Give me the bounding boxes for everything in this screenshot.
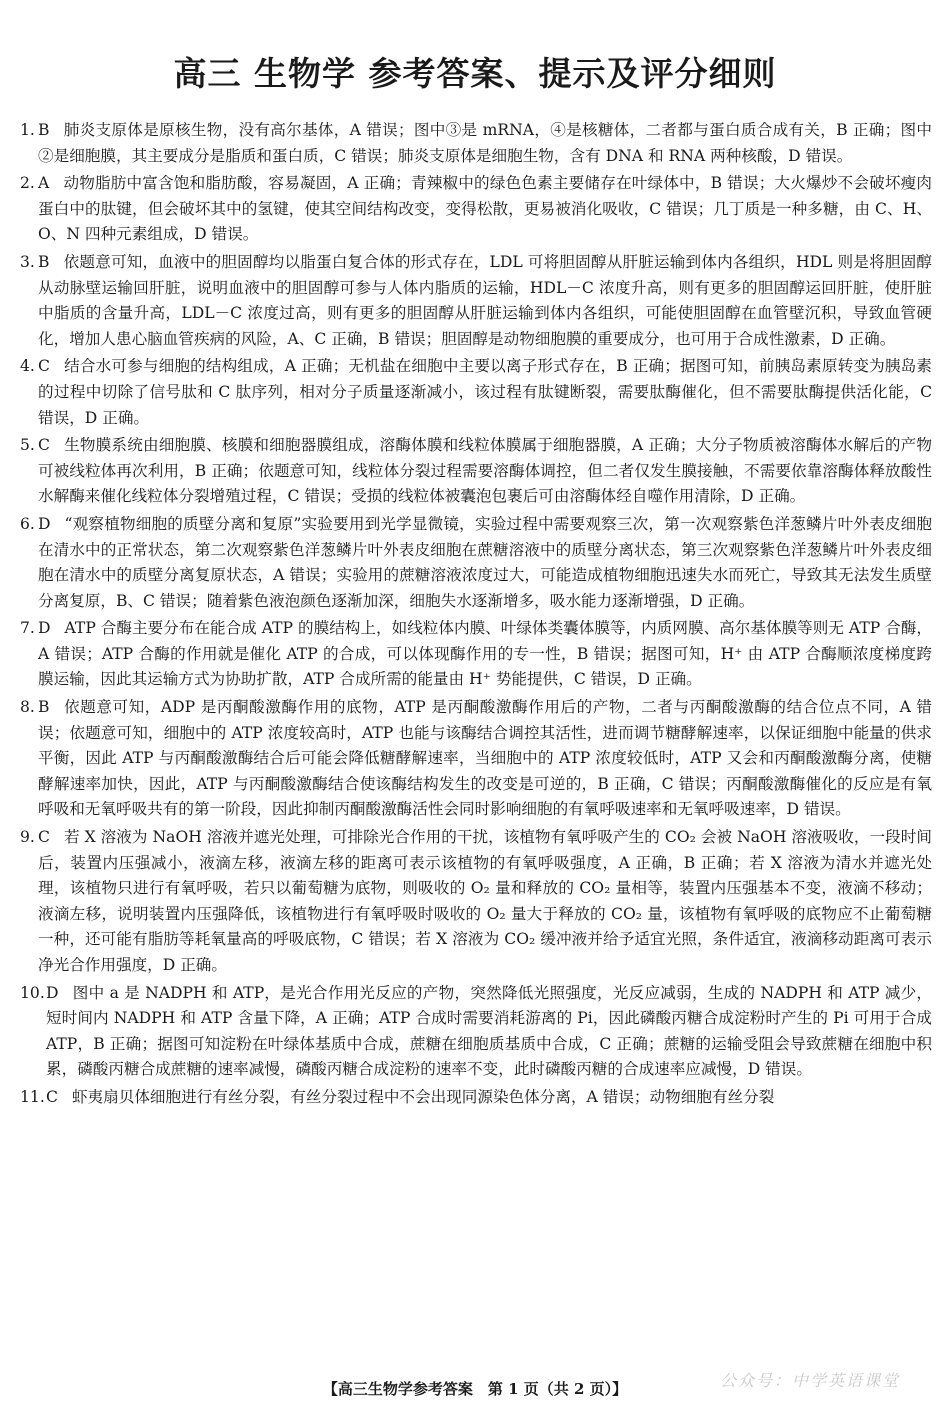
question-item xyxy=(20,695,932,823)
question-number: 6. xyxy=(20,514,35,533)
answer-list xyxy=(20,118,932,1113)
explanation-text: ATP 合酶主要分布在能合成 ATP 的膜结构上，如线粒体内膜、叶绿体类囊体膜等，内质网膜、高尔基体膜等则无 ATP 合酶，A 错误；ATP 合酶的作用就是催化 ATP 的合成，可以体现酶作用的专一性，B 错误；据图可知，H⁺ 由 ATP 合酶顺浓度梯度跨膜运输，因此其运输方式为协助扩散，ATP 合成所需的能量由 H⁺ 势能提供，C 错误，D 正确。 xyxy=(38,619,932,689)
answer-letter: D xyxy=(46,983,59,1002)
question-item xyxy=(20,433,932,510)
question-number: 2. xyxy=(20,174,35,193)
answer-letter: C xyxy=(38,828,50,847)
explanation-text: 依题意可知，血液中的胆固醇均以脂蛋白复合体的形式存在，LDL 可将胆固醇从肝脏运输到体内各组织，HDL 则是将胆固醇从动脉壁运输回肝脏，说明血液中的胆固醇可参与人体内脂质的运输，HDL－C 浓度升高，则有更多的胆固醇运回肝脏，使肝脏中脂质的含量升高，LDL－C 浓度过高，则有更多的胆固醇从肝脏运输到体内各组织，可能使胆固醇在血管壁沉积，导致血管硬化，增加人患心脑血管疾病的风险，A、C 正确，B 错误；胆固醇是动物细胞膜的重要成分，也可用于合成性激素，D 正确。 xyxy=(38,252,932,348)
explanation-text: 生物膜系统由细胞膜、核膜和细胞器膜组成，溶酶体膜和线粒体膜属于细胞器膜，A 正确；大分子物质被溶酶体水解后的产物可被线粒体再次利用，B 正确；依题意可知，线粒体分裂过程需要溶酶体调控，但二者仅发生膜接触，不需要依靠溶酶体释放酸性水解酶来催化线粒体分裂增殖过程，C 错误；受损的线粒体被囊泡包裹后可由溶酶体经自噬作用清除，D 正确。 xyxy=(38,436,932,506)
explanation-text: 肺炎支原体是原核生物，没有高尔基体，A 错误；图中③是 mRNA，④是核糖体，二者都与蛋白质合成有关，B 正确；图中②是细胞膜，其主要成分是脂质和蛋白质，C 错误；肺炎支原体是细胞生物，含有 DNA 和 RNA 两种核酸，D 错误。 xyxy=(38,121,932,165)
explanation-text: 依题意可知，ADP 是丙酮酸激酶作用的底物，ATP 是丙酮酸激酶作用后的产物，二者与丙酮酸激酶的结合位点不同，A 错误；依题意可知，细胞中的 ATP 浓度较高时，ATP 也能与该酶结合调控其活性，进而调节糖酵解速率，以保证细胞中能量的供求平衡，因此 ATP 与丙酮酸激酶结合后可能会降低糖酵解速率，当细胞中的 ATP 浓度较低时，ATP 又会和丙酮酸激酶分离，使糖酵解速率加快，因此，ATP 与丙酮酸激酶结合使该酶结构发生的改变是可逆的，B 正确，C 错误；丙酮酸激酶催化的反应是有氧呼吸和无氧呼吸共有的第一阶段，因此抑制丙酮酸激酶活性会同时影响细胞的有氧呼吸速率和无氧呼吸速率，D 错误。 xyxy=(38,698,932,819)
question-number: 5. xyxy=(20,436,35,455)
answer-letter: D xyxy=(38,514,51,533)
answer-letter: D xyxy=(38,619,51,638)
question-number: 4. xyxy=(20,357,35,376)
page-footer: 【高三生物学参考答案 第 1 页（共 2 页）】 xyxy=(322,1380,628,1398)
watermark: 公众号：中学英语课堂 xyxy=(719,1371,900,1390)
question-item xyxy=(20,512,932,614)
explanation-text: 动物脂肪中富含饱和脂肪酸，容易凝固，A 正确；青辣椒中的绿色色素主要储存在叶绿体中，B 错误；大火爆炒不会破坏瘦肉蛋白中的肽键，但会破坏其中的氢键，使其空间结构改变，变得松散，更易被消化吸收，C 错误；几丁质是一种多糖，由 C、H、O、N 四种元素组成，D 错误。 xyxy=(38,174,932,244)
question-item xyxy=(20,118,932,169)
question-number: 3. xyxy=(20,252,35,271)
explanation-text: 虾夷扇贝体细胞进行有丝分裂，有丝分裂过程中不会出现同源染色体分离，A 错误；动物细胞有丝分裂 xyxy=(71,1087,775,1106)
question-number: 10. xyxy=(20,983,45,1002)
question-item xyxy=(20,1085,932,1111)
explanation-text: 若 X 溶液为 NaOH 溶液并遮光处理，可排除光合作用的干扰，该植物有氧呼吸产生的 CO₂ 会被 NaOH 溶液吸收，一段时间后，装置内压强减小，液滴左移，液滴左移的距离可表示该植物的有氧呼吸强度，A 正确，B 正确；若 X 溶液为清水并遮光处理，该植物只进行有氧呼吸，若只以葡萄糖为底物，则吸收的 O₂ 量和释放的 CO₂ 量相等，装置内压强基本不变，液滴不移动；液滴左移，说明装置内压强降低，该植物进行有氧呼吸时吸收的 O₂ 量大于释放的 CO₂ 量，该植物有氧呼吸的底物应不止葡萄糖一种，还可能有脂肪等耗氧量高的呼吸底物，C 错误；若 X 溶液为 CO₂ 缓冲液并给予适宜光照，条件适宜，液滴移动距离可表示净光合作用强度，D 正确。 xyxy=(38,828,932,974)
question-number: 7. xyxy=(20,619,35,638)
question-item xyxy=(20,171,932,248)
question-item xyxy=(20,250,932,352)
question-item xyxy=(20,825,932,979)
question-number: 8. xyxy=(20,698,35,717)
answer-letter: C xyxy=(38,436,50,455)
answer-letter: B xyxy=(38,252,50,271)
explanation-text: “观察植物细胞的质壁分离和复原”实验要用到光学显微镜，实验过程中需要观察三次，第一次观察紫色洋葱鳞片叶外表皮细胞在清水中的正常状态，第二次观察紫色洋葱鳞片叶外表皮细胞在蔗糖溶液中的质壁分离状态，第三次观察紫色洋葱鳞片叶外表皮细胞在清水中的质壁分离复原状态，A 错误；实验用的蔗糖溶液浓度过大，可能造成植物细胞迅速失水而死亡，导致其无法发生质壁分离复原，B、C 错误；随着紫色液泡颜色逐渐加深，细胞失水逐渐增多，吸水能力逐渐增强，D 正确。 xyxy=(38,514,932,610)
answer-letter: B xyxy=(38,698,50,717)
answer-letter: C xyxy=(38,357,50,376)
answer-letter: B xyxy=(38,121,50,139)
question-number: 9. xyxy=(20,828,35,847)
question-number: 11. xyxy=(20,1087,45,1106)
question-item xyxy=(20,981,932,1083)
question-item xyxy=(20,354,932,431)
question-number: 1. xyxy=(20,121,35,139)
explanation-text: 图中 a 是 NADPH 和 ATP，是光合作用光反应的产物，突然降低光照强度，光反应减弱，生成的 NADPH 和 ATP 减少，短时间内 NADPH 和 ATP 含量下降，A 正确；ATP 合成时需要消耗游离的 Pi，因此磷酸丙糖合成淀粉时产生的 Pi 可用于合成 ATP，B 正确；据图可知淀粉在叶绿体基质中合成，蔗糖在细胞质基质中合成，C 正确；蔗糖的运输受阻会导致蔗糖在细胞中积累，磷酸丙糖合成蔗糖的速率减慢，磷酸丙糖合成淀粉的速率不变，此时磷酸丙糖的合成速率应减慢，D 错误。 xyxy=(46,983,932,1079)
answer-letter: A xyxy=(38,174,50,193)
answer-letter: C xyxy=(46,1087,58,1106)
explanation-text: 结合水可参与细胞的结构组成，A 正确；无机盐在细胞中主要以离子形式存在，B 正确；据图可知，前胰岛素原转变为胰岛素的过程中切除了信号肽和 C 肽序列，相对分子质量逐渐减小，该过程有肽键断裂，需要肽酶催化，但不需要肽酶提供活化能，C 错误，D 正确。 xyxy=(38,357,932,427)
page-title: 高三 生物学 参考答案、提示及评分细则 xyxy=(173,54,777,93)
question-item xyxy=(20,616,932,693)
